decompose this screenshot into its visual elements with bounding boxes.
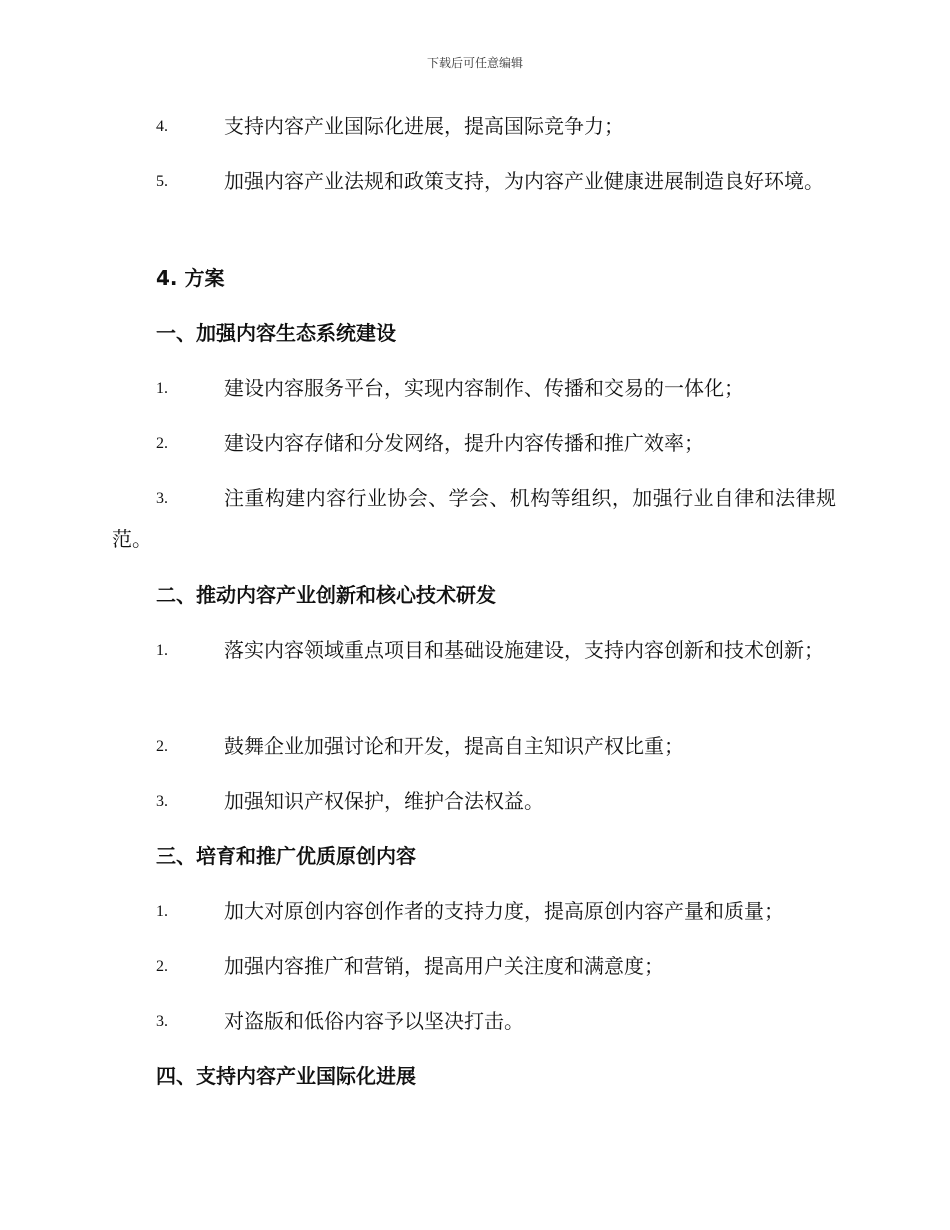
list-item-number: 1. xyxy=(156,642,168,659)
list-item-text: 加强内容产业法规和政策支持，为内容产业健康进展制造良好环境。 xyxy=(224,169,824,193)
list-item xyxy=(112,423,836,464)
list-item-text: 支持内容产业国际化进展，提高国际竞争力； xyxy=(224,114,624,138)
section-heading: 四、支持内容产业国际化进展 xyxy=(156,1064,416,1088)
list-item-text: 加强知识产权保护，维护合法权益。 xyxy=(224,789,544,813)
list-item-number: 4. xyxy=(156,118,168,135)
list-item-number: 3. xyxy=(156,490,168,507)
list-item-text: 加强内容推广和营销，提高用户关注度和满意度； xyxy=(224,954,664,978)
list-item xyxy=(112,891,836,932)
list-item-number: 1. xyxy=(156,903,168,920)
list-item-text: 落实内容领域重点项目和基础设施建设，支持内容创新和技术创新； xyxy=(224,638,824,662)
section-heading: 4. 方案 xyxy=(156,266,225,290)
list-item-number: 5. xyxy=(156,173,168,190)
section-heading: 一、加强内容生态系统建设 xyxy=(156,321,396,345)
list-item-number: 2. xyxy=(156,435,168,452)
list-item-number: 2. xyxy=(156,958,168,975)
list-item xyxy=(112,781,836,822)
list-item xyxy=(112,630,836,671)
list-item xyxy=(112,1001,836,1042)
list-item-number: 2. xyxy=(156,738,168,755)
list-item xyxy=(112,946,836,987)
list-item-text: 对盗版和低俗内容予以坚决打击。 xyxy=(224,1009,524,1033)
section-heading: 二、推动内容产业创新和核心技术研发 xyxy=(156,583,496,607)
list-item xyxy=(112,478,836,560)
list-item xyxy=(112,368,836,409)
list-item-text: 注重构建内容行业协会、学会、机构等组织，加强行业自律和法律规范。 xyxy=(112,486,836,551)
list-item-number: 3. xyxy=(156,1013,168,1030)
list-item-number: 1. xyxy=(156,380,168,397)
list-item xyxy=(112,726,836,767)
list-item xyxy=(112,106,836,147)
list-item-text: 鼓舞企业加强讨论和开发，提高自主知识产权比重； xyxy=(224,734,684,758)
page-header: 下载后可任意编辑 xyxy=(426,56,523,70)
list-item-number: 3. xyxy=(156,793,168,810)
section-heading: 三、培育和推广优质原创内容 xyxy=(156,844,416,868)
list-item xyxy=(112,161,836,202)
list-item-text: 建设内容服务平台，实现内容制作、传播和交易的一体化； xyxy=(224,376,744,400)
list-item-text: 加大对原创内容创作者的支持力度，提高原创内容产量和质量； xyxy=(224,899,784,923)
list-item-text: 建设内容存储和分发网络，提升内容传播和推广效率； xyxy=(224,431,704,455)
